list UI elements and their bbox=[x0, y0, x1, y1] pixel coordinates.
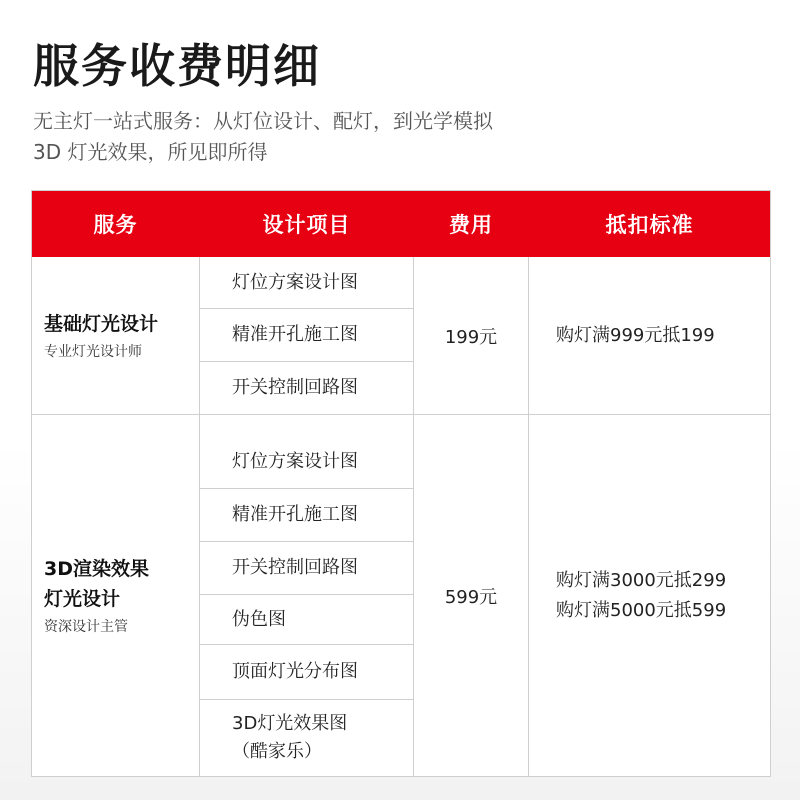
design-item: 开关控制回路图 bbox=[232, 377, 358, 398]
page-subtitle bbox=[33, 106, 753, 168]
design-item-multiline bbox=[200, 700, 413, 776]
design-item-line-1: 3D灯光效果图 bbox=[232, 713, 348, 734]
header-design-items: 设计项目 bbox=[262, 213, 351, 237]
deduction-cell-basic bbox=[529, 257, 770, 414]
design-item: 精准开孔施工图 bbox=[232, 504, 358, 525]
header-service: 服务 bbox=[93, 213, 138, 237]
design-item: 顶面灯光分布图 bbox=[232, 661, 358, 682]
deduction-rule: 购灯满999元抵199 bbox=[556, 324, 715, 346]
design-item-line-2: （酷家乐） bbox=[232, 741, 322, 762]
design-item: 开关控制回路图 bbox=[232, 557, 358, 578]
fee-value: 199元 bbox=[444, 326, 498, 348]
design-item: 精准开孔施工图 bbox=[232, 324, 358, 345]
service-desc: 专业灯光设计师 bbox=[44, 343, 142, 360]
header-fee: 费用 bbox=[449, 213, 493, 237]
subtitle-line-2: 3D 灯光效果，所见即所得 bbox=[33, 140, 268, 164]
deduction-cell-3d bbox=[529, 415, 770, 776]
table-header bbox=[32, 191, 770, 257]
service-cell-basic bbox=[32, 257, 199, 414]
deduction-rule: 购灯满5000元抵599 bbox=[556, 599, 727, 621]
deduction-rule: 购灯满3000元抵299 bbox=[556, 569, 727, 591]
fee-value: 599元 bbox=[444, 586, 498, 608]
subtitle-line-1: 无主灯一站式服务：从灯位设计、配灯，到光学模拟 bbox=[33, 109, 493, 133]
design-item: 灯位方案设计图 bbox=[232, 271, 358, 293]
service-desc: 资深设计主管 bbox=[44, 618, 128, 635]
design-item: 灯位方案设计图 bbox=[232, 450, 358, 472]
service-cell-3d bbox=[32, 415, 199, 776]
design-item: 伪色图 bbox=[232, 608, 286, 630]
fee-table bbox=[31, 190, 771, 777]
service-name: 基础灯光设计 bbox=[44, 312, 159, 335]
service-name-line-2: 灯光设计 bbox=[44, 587, 121, 610]
page-title: 服务收费明细 bbox=[33, 39, 321, 93]
header-deduction: 抵扣标准 bbox=[605, 213, 694, 237]
service-name-line-1: 3D渲染效果 bbox=[44, 557, 149, 580]
